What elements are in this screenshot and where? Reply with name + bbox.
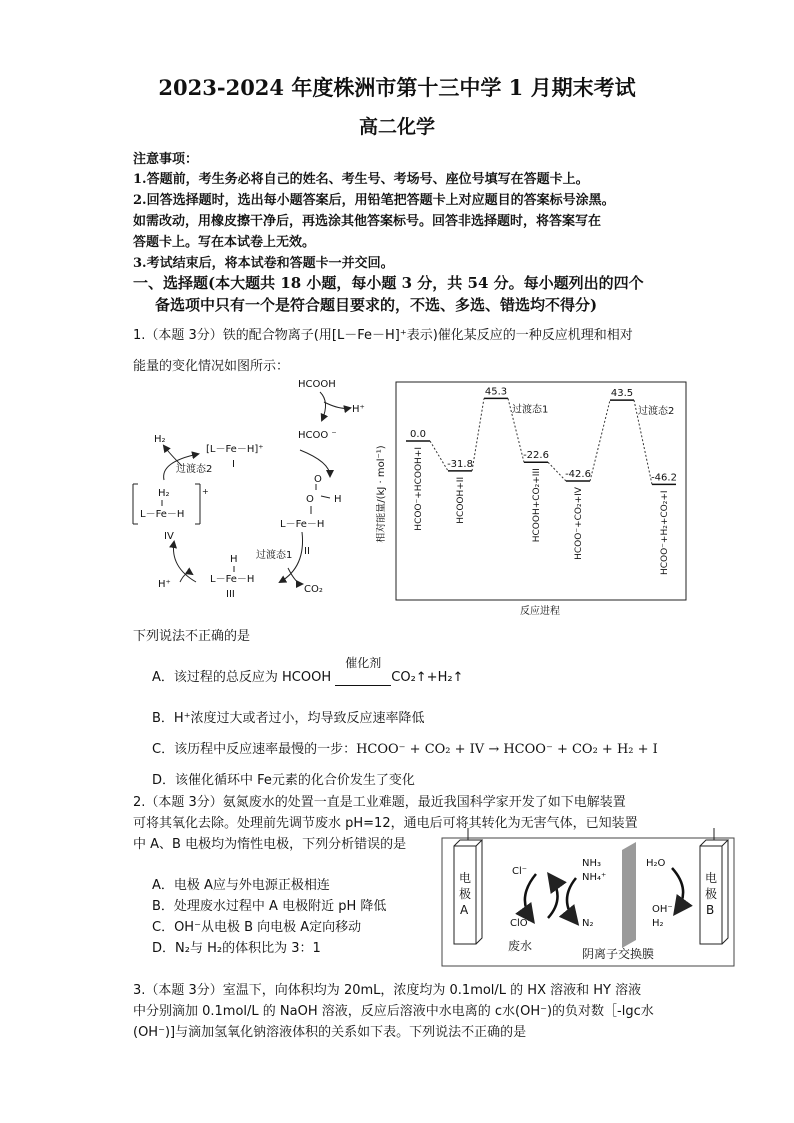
device-cl: Cl⁻ <box>512 866 528 877</box>
cycle-ts1: 过渡态1 <box>256 550 293 561</box>
svg-text:L－Fe－H: L－Fe－H <box>280 519 325 530</box>
q2-option-c[interactable]: C．OH⁻从电极 B 向电极 A定向移动 <box>152 920 362 935</box>
notice-line: 答题卡上。写在本试卷上无效。 <box>133 235 316 250</box>
device-nh4: NH₄⁺ <box>582 872 607 883</box>
electrode-b-char2: 极 <box>705 887 718 901</box>
cycle-hplus2: H⁺ <box>158 579 171 590</box>
cycle-label-III: III <box>226 589 235 600</box>
q1-option-c-text: C．该历程中反应速率最慢的一步： <box>152 742 357 757</box>
notice-line: 如需改动，用橡皮擦干净后，再选涂其他答案标号。回答非选择题时，将答案写在 <box>133 214 602 229</box>
energy-value-label: 43.5 <box>610 388 634 400</box>
anion-exchange-membrane <box>622 842 636 948</box>
device-n2: N₂ <box>582 918 594 929</box>
electrode-a-char3: A <box>460 903 469 917</box>
q1-option-c[interactable] <box>152 738 658 757</box>
notice-line: 2.回答选择题时，选出每小题答案后，用铅笔把答题卡上对应题目的答案标号涂黑。 <box>133 193 615 208</box>
energy-level-species: HCOO⁻+H₂+CO₂+I <box>660 490 670 576</box>
cycle-label-I: I <box>232 459 235 470</box>
q2-option-d[interactable]: D．N₂与 H₂的体积比为 3：1 <box>152 941 321 956</box>
electrolysis-device-diagram <box>440 828 736 970</box>
chart-ylabel: 相对能量/(kJ · mol⁻¹) <box>376 445 387 543</box>
energy-value-label: 0.0 <box>410 429 426 440</box>
cycle-hcooh: HCOOH <box>298 379 336 390</box>
q2-stem-line1: 2.（本题 3分）氨氮废水的处置一直是工业难题，最近我国科学家开发了如下电解装置 <box>133 795 626 810</box>
q1-option-a-product: CO₂↑+H₂↑ <box>391 670 464 685</box>
energy-level-species: HCOO⁻+HCOOH+I <box>414 447 424 531</box>
exam-subtitle: 高二化学 <box>358 116 435 138</box>
energy-level-species: HCOOH+II <box>456 476 466 524</box>
q3-stem-line3: (OH⁻)]与滴加氢氧化钠溶液体积的关系如下表。下列说法不正确的是 <box>133 1025 527 1040</box>
section-heading: 一、选择题(本大题共 18 小题，每小题 3 分，共 54 分。每小题列出的四个 <box>133 274 644 292</box>
energy-level-species: HCOO⁻+CO₂+IV <box>574 487 584 560</box>
cycle-co2: CO₂ <box>304 584 323 595</box>
svg-text:H: H <box>230 554 238 565</box>
q1-stem-line2: 能量的变化情况如图所示： <box>133 359 290 374</box>
catalytic-cycle-diagram <box>130 372 392 612</box>
energy-value-label: 45.3 <box>484 386 508 398</box>
q1-option-a-text: A．该过程的总反应为 HCOOH <box>152 670 332 685</box>
q3-stem-line1: 3.（本题 3分）室温下，向体积均为 20mL，浓度均为 0.1mol/L 的 HX 溶液和 HY 溶液 <box>133 983 642 998</box>
q2-option-b[interactable]: B．处理废水过程中 A 电极附近 pH 降低 <box>152 899 387 914</box>
svg-text:L－Fe－H: L－Fe－H <box>140 509 185 520</box>
electrode-a-char2: 极 <box>459 887 472 901</box>
section-heading-cont: 备选项中只有一个是符合题目要求的，不选、多选、错选均不得分) <box>155 296 598 314</box>
svg-text:H₂: H₂ <box>158 488 170 499</box>
svg-text:L－Fe－H: L－Fe－H <box>210 574 255 585</box>
q2-option-a[interactable]: A．电极 A应与外电源正极相连 <box>152 878 330 893</box>
q2-stem-line3: 中 A、B 电极均为惰性电极，下列分析错误的是 <box>133 837 407 852</box>
device-oh: OH⁻ <box>652 904 673 915</box>
device-membrane-label: 阴离子交换膜 <box>582 947 655 961</box>
notice-heading: 注意事项： <box>133 152 199 167</box>
q3-stem-line2: 中分别滴加 0.1mol/L 的 NaOH 溶液，反应后溶液中水电离的 c水(OH⁻)的负对数［-lgc水 <box>133 1004 654 1019</box>
svg-text:O: O <box>306 494 314 505</box>
q1-option-a-catalyst <box>335 656 391 686</box>
cycle-label-II: II <box>304 546 310 557</box>
q1-stem-pre: 1.（本题 3分）铁的配合物离子(用 <box>133 328 332 343</box>
q1-stem-line1 <box>133 324 633 343</box>
q1-formula: [L－Fe－H]⁺ <box>331 328 407 343</box>
device-waste-label: 废水 <box>508 939 533 953</box>
energy-value-label: -22.6 <box>523 450 549 462</box>
energy-value-label: -42.6 <box>565 469 591 481</box>
catalyst-label: 催化剂 <box>345 656 382 670</box>
notice-line: 1.答题前，考生务必将自己的姓名、考生号、考场号、座位号填写在答题卡上。 <box>133 172 589 187</box>
device-h2: H₂ <box>652 918 664 929</box>
cycle-species-I: [L－Fe－H]⁺ <box>206 444 264 455</box>
cycle-h2: H₂ <box>154 434 166 445</box>
electrode-a-char1: 电 <box>459 871 472 885</box>
cycle-label-IV: IV <box>164 531 174 542</box>
cycle-hplus: H⁺ <box>352 404 365 415</box>
energy-level-species: HCOOH+CO₂+III <box>532 468 542 543</box>
cycle-hcoo: HCOO ⁻ <box>298 430 337 441</box>
q1-option-b[interactable]: B．H⁺浓度过大或者过小，均导致反应速率降低 <box>152 711 425 726</box>
q1-option-d[interactable]: D．该催化循环中 Fe元素的化合价发生了变化 <box>152 773 415 788</box>
device-h2o: H₂O <box>646 858 666 869</box>
device-nh3: NH₃ <box>582 858 602 869</box>
energy-value-label: -31.8 <box>447 458 473 470</box>
q1-option-a[interactable] <box>152 656 464 686</box>
notice-line: 3.考试结束后，将本试卷和答题卡一并交回。 <box>133 256 394 271</box>
q1-question: 下列说法不正确的是 <box>133 629 251 644</box>
exam-title: 2023-2024 年度株洲市第十三中学 1 月期末考试 <box>158 75 636 100</box>
chart-xlabel: 反应进程 <box>520 606 560 616</box>
transition-state-label: 过渡态2 <box>638 406 675 418</box>
q1-stem-post: 表示)催化某反应的一种反应机理和相对 <box>406 328 633 343</box>
cycle-ts2: 过渡态2 <box>176 464 213 475</box>
svg-text:H: H <box>334 494 342 505</box>
electrode-b-char1: 电 <box>705 871 718 885</box>
energy-value-label: -46.2 <box>651 472 677 484</box>
q1-option-c-equation: HCOO⁻ + CO₂ + IV → HCOO⁻ + CO₂ + H₂ + I <box>356 742 658 757</box>
svg-text:+: + <box>202 487 209 496</box>
q2-stem-line2: 可将其氧化去除。处理前先调节废水 pH=12，通电后可将其转化为无害气体，已知装置 <box>133 816 638 831</box>
electrode-b-char3: B <box>706 903 715 917</box>
svg-text:O: O <box>314 474 322 485</box>
transition-state-label: 过渡态1 <box>512 404 549 416</box>
energy-profile-chart <box>376 378 688 616</box>
device-clo: ClO⁻ <box>510 918 533 929</box>
